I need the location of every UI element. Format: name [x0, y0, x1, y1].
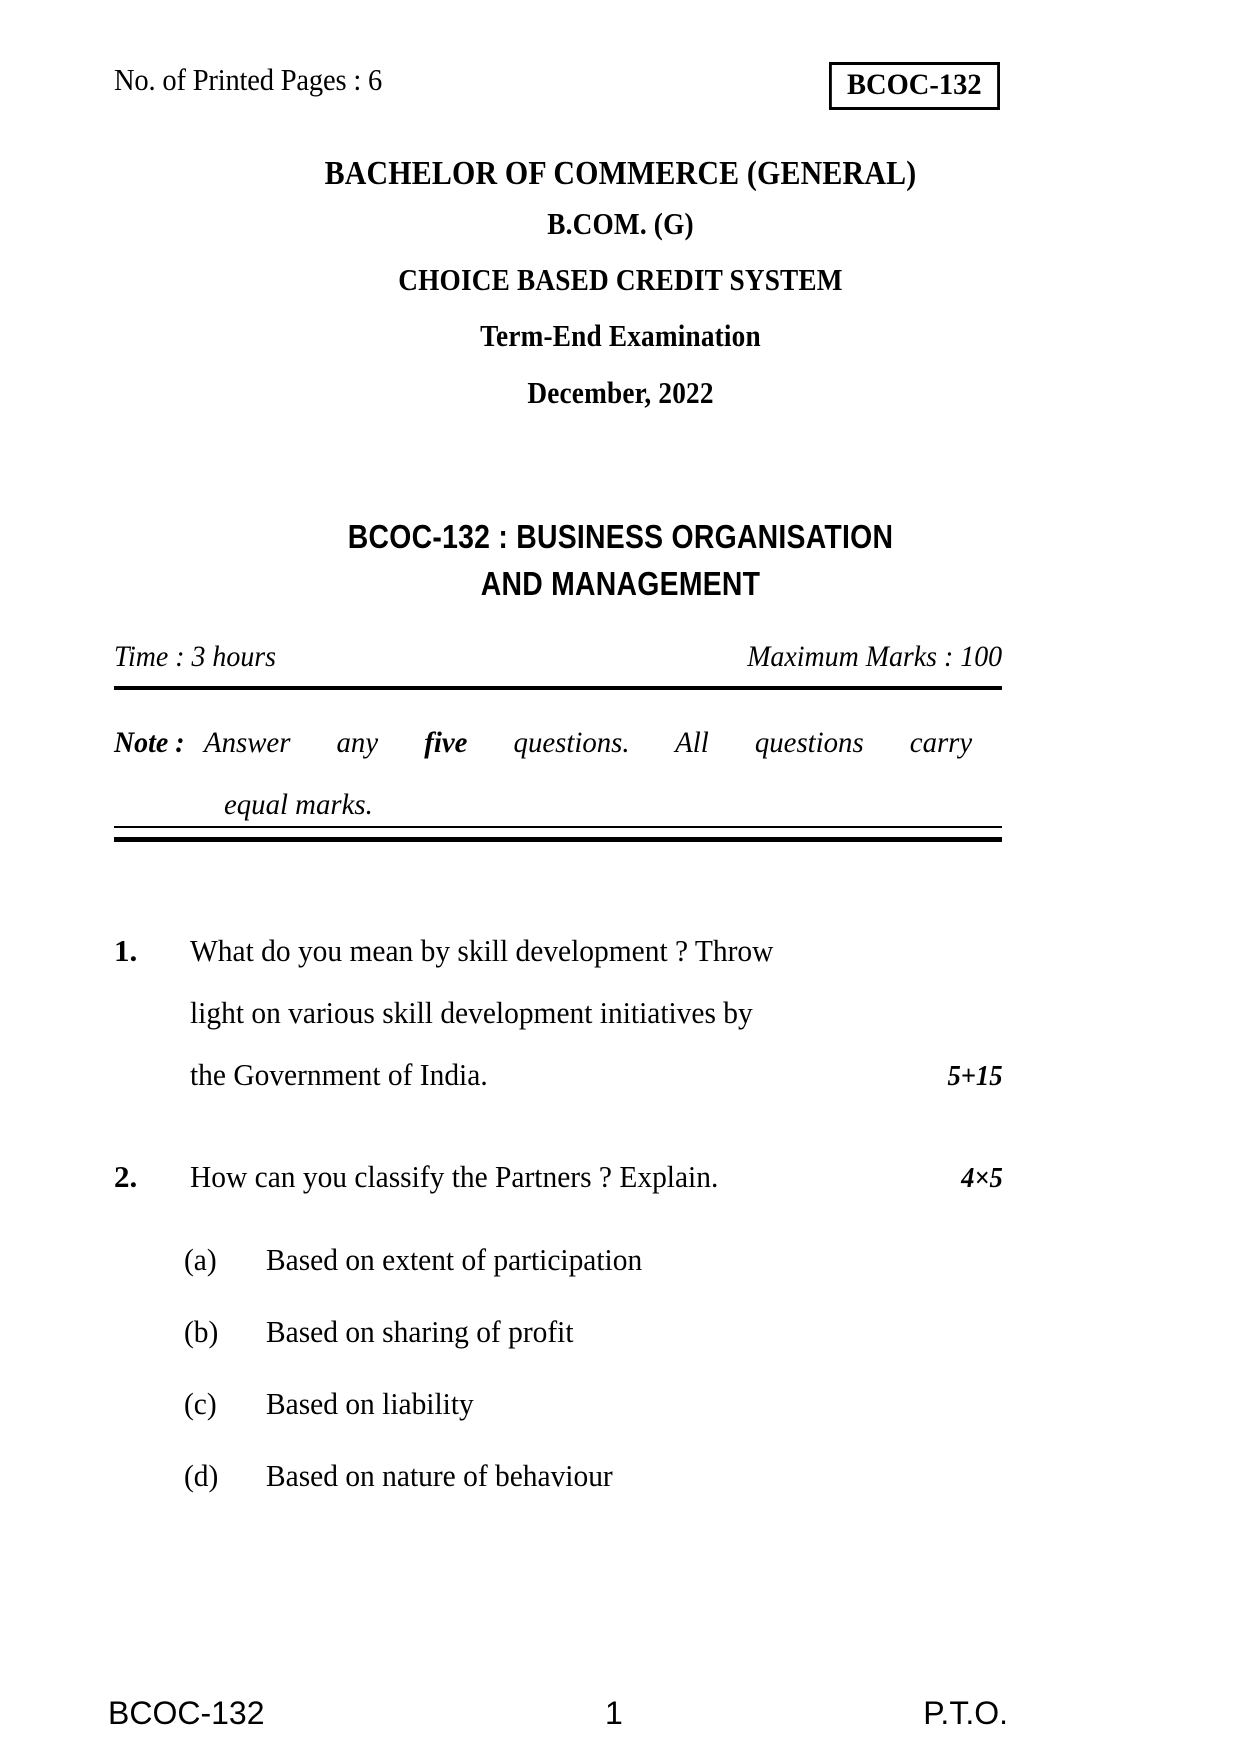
question-number: 2. [114, 1159, 138, 1194]
subitem-text: Based on liability [266, 1386, 474, 1421]
question-text-line: light on various skill development initiatives by [190, 995, 753, 1030]
page-footer [108, 1695, 1008, 1732]
exam-max-marks: Maximum Marks : 100 [747, 640, 1002, 673]
subitem-row [184, 1440, 1004, 1512]
page-header [114, 62, 1000, 110]
question-number: 1. [114, 933, 138, 968]
programme-title-block [0, 152, 1241, 422]
note-emphasis-word: five [424, 726, 468, 759]
exam-note [114, 712, 1004, 836]
subitem-row [184, 1368, 1004, 1440]
note-continuation: equal marks. [224, 788, 373, 821]
question-item [114, 1146, 1004, 1512]
subitem-label: (a) [184, 1242, 217, 1277]
exam-duration: Time : 3 hours [114, 640, 276, 673]
note-label: Note : [114, 726, 185, 759]
programme-abbrev: B.COM. (G) [547, 206, 694, 241]
exam-meta-row [114, 640, 1002, 674]
subitem-row [184, 1224, 1004, 1296]
credit-system-line: CHOICE BASED CREDIT SYSTEM [398, 262, 843, 297]
course-title-block [0, 513, 1241, 607]
footer-course-code: BCOC-132 [108, 1695, 265, 1731]
question-body [184, 1146, 1004, 1512]
question-text-line: the Government of India. [190, 1057, 488, 1092]
subitem-label: (b) [184, 1314, 219, 1349]
question-subitems [184, 1224, 1004, 1512]
question-marks: 4×5 [961, 1163, 1003, 1194]
subitem-text: Based on extent of participation [266, 1242, 643, 1277]
course-code-box: BCOC-132 [829, 62, 1000, 110]
footer-page-number: 1 [604, 1695, 623, 1731]
examination-date: December, 2022 [527, 375, 714, 410]
subitem-label: (d) [184, 1458, 219, 1493]
note-text-before: Answer any [203, 726, 378, 759]
subitem-text: Based on sharing of profit [266, 1314, 574, 1349]
course-title-line-2: AND MANAGEMENT [480, 565, 761, 602]
printed-pages-label: No. of Printed Pages : 6 [114, 62, 383, 97]
subitem-label: (c) [184, 1386, 217, 1421]
meta-divider-rule [114, 686, 1002, 690]
note-text [204, 712, 972, 774]
footer-pto-label: P.T.O. [923, 1695, 1008, 1731]
examination-type: Term-End Examination [480, 318, 761, 353]
programme-name: BACHELOR OF COMMERCE (GENERAL) [324, 155, 917, 192]
question-item [114, 920, 1004, 1108]
note-divider-double-rule [114, 826, 1002, 842]
question-text-line: What do you mean by skill development ? Throw [190, 933, 774, 968]
note-text-after: questions. All questions carry [513, 726, 972, 759]
subitem-row [184, 1296, 1004, 1368]
question-marks: 5+15 [947, 1061, 1003, 1092]
questions-list [114, 920, 1004, 1538]
course-title-line-1: BCOC-132 : BUSINESS ORGANISATION [347, 518, 894, 555]
subitem-text: Based on nature of behaviour [266, 1458, 613, 1493]
question-body [190, 920, 1004, 1108]
question-text-line: How can you classify the Partners ? Explain. [190, 1159, 719, 1194]
